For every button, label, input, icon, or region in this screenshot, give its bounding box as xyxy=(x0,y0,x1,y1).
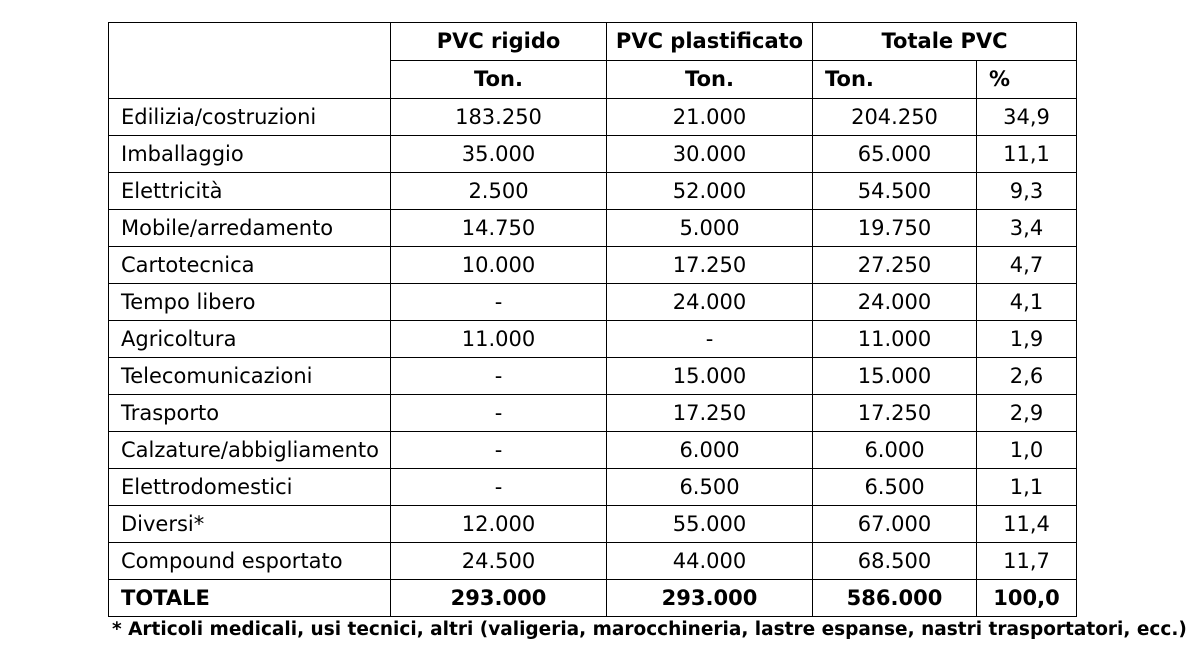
cell-totale-pct: 34,9 xyxy=(977,99,1077,136)
cell-pvc-rigido: - xyxy=(391,284,607,321)
row-label: Cartotecnica xyxy=(109,247,391,284)
cell-totale-pct: 9,3 xyxy=(977,173,1077,210)
row-label: Compound esportato xyxy=(109,543,391,580)
cell-pvc-rigido: 2.500 xyxy=(391,173,607,210)
cell-pvc-rigido: - xyxy=(391,469,607,506)
row-label: Edilizia/costruzioni xyxy=(109,99,391,136)
pvc-usage-table xyxy=(108,22,1077,617)
cell-pvc-rigido: 24.500 xyxy=(391,543,607,580)
cell-totale-ton: 6.500 xyxy=(813,469,977,506)
cell-pvc-plastificato: 24.000 xyxy=(607,284,813,321)
row-label: Agricoltura xyxy=(109,321,391,358)
total-rigido: 293.000 xyxy=(391,580,607,617)
cell-totale-ton: 24.000 xyxy=(813,284,977,321)
cell-pvc-plastificato: 15.000 xyxy=(607,358,813,395)
cell-totale-pct: 3,4 xyxy=(977,210,1077,247)
row-label: Trasporto xyxy=(109,395,391,432)
header-row-1 xyxy=(109,23,1077,61)
row-label: Mobile/arredamento xyxy=(109,210,391,247)
table-row xyxy=(109,358,1077,395)
table-row xyxy=(109,284,1077,321)
table-row xyxy=(109,136,1077,173)
row-label: Calzature/abbigliamento xyxy=(109,432,391,469)
total-plastificato: 293.000 xyxy=(607,580,813,617)
cell-pvc-plastificato: 55.000 xyxy=(607,506,813,543)
cell-pvc-plastificato: 44.000 xyxy=(607,543,813,580)
cell-totale-pct: 1,9 xyxy=(977,321,1077,358)
table-row xyxy=(109,321,1077,358)
row-label: Diversi* xyxy=(109,506,391,543)
unit-ton-totale: Ton. xyxy=(813,61,977,99)
row-label: Tempo libero xyxy=(109,284,391,321)
unit-ton-plastificato: Ton. xyxy=(607,61,813,99)
cell-pvc-rigido: - xyxy=(391,395,607,432)
cell-totale-ton: 15.000 xyxy=(813,358,977,395)
row-label: Telecomunicazioni xyxy=(109,358,391,395)
header-pvc-plastificato: PVC plastificato xyxy=(607,23,813,61)
cell-pvc-plastificato: 21.000 xyxy=(607,99,813,136)
cell-pvc-rigido: - xyxy=(391,358,607,395)
cell-pvc-plastificato: 17.250 xyxy=(607,247,813,284)
header-empty-cell xyxy=(109,23,391,99)
cell-totale-ton: 6.000 xyxy=(813,432,977,469)
cell-pvc-rigido: 14.750 xyxy=(391,210,607,247)
row-label: Elettrodomestici xyxy=(109,469,391,506)
cell-totale-pct: 1,0 xyxy=(977,432,1077,469)
cell-totale-pct: 4,1 xyxy=(977,284,1077,321)
cell-pvc-plastificato: 5.000 xyxy=(607,210,813,247)
cell-totale-ton: 27.250 xyxy=(813,247,977,284)
unit-ton-rigido: Ton. xyxy=(391,61,607,99)
total-label: TOTALE xyxy=(109,580,391,617)
row-label: Elettricità xyxy=(109,173,391,210)
cell-pvc-rigido: 183.250 xyxy=(391,99,607,136)
cell-totale-ton: 54.500 xyxy=(813,173,977,210)
table-row xyxy=(109,432,1077,469)
cell-totale-ton: 67.000 xyxy=(813,506,977,543)
total-row xyxy=(109,580,1077,617)
cell-pvc-plastificato: - xyxy=(607,321,813,358)
row-label: Imballaggio xyxy=(109,136,391,173)
cell-totale-ton: 19.750 xyxy=(813,210,977,247)
cell-pvc-plastificato: 17.250 xyxy=(607,395,813,432)
table-body xyxy=(109,99,1077,580)
header-totale-pvc: Totale PVC xyxy=(813,23,1077,61)
cell-pvc-rigido: 11.000 xyxy=(391,321,607,358)
cell-pvc-rigido: 10.000 xyxy=(391,247,607,284)
cell-pvc-plastificato: 6.000 xyxy=(607,432,813,469)
table-row xyxy=(109,506,1077,543)
cell-totale-pct: 11,7 xyxy=(977,543,1077,580)
table-row xyxy=(109,543,1077,580)
cell-totale-ton: 17.250 xyxy=(813,395,977,432)
footnote: * Articoli medicali, usi tecnici, altri (valigeria, marocchineria, lastre espanse, nastri trasportatori, ecc.) xyxy=(112,619,1187,640)
cell-totale-pct: 11,1 xyxy=(977,136,1077,173)
table-row xyxy=(109,173,1077,210)
unit-percent: % xyxy=(977,61,1077,99)
total-pct: 100,0 xyxy=(977,580,1077,617)
cell-totale-ton: 11.000 xyxy=(813,321,977,358)
table-row xyxy=(109,210,1077,247)
cell-totale-ton: 204.250 xyxy=(813,99,977,136)
cell-totale-ton: 68.500 xyxy=(813,543,977,580)
table-row xyxy=(109,247,1077,284)
cell-totale-ton: 65.000 xyxy=(813,136,977,173)
cell-totale-pct: 2,6 xyxy=(977,358,1077,395)
cell-pvc-rigido: 35.000 xyxy=(391,136,607,173)
cell-pvc-plastificato: 6.500 xyxy=(607,469,813,506)
cell-totale-pct: 2,9 xyxy=(977,395,1077,432)
table-row xyxy=(109,469,1077,506)
table-row xyxy=(109,395,1077,432)
cell-pvc-plastificato: 30.000 xyxy=(607,136,813,173)
cell-pvc-rigido: - xyxy=(391,432,607,469)
cell-pvc-plastificato: 52.000 xyxy=(607,173,813,210)
total-ton: 586.000 xyxy=(813,580,977,617)
header-pvc-rigido: PVC rigido xyxy=(391,23,607,61)
cell-totale-pct: 4,7 xyxy=(977,247,1077,284)
table-row xyxy=(109,99,1077,136)
cell-pvc-rigido: 12.000 xyxy=(391,506,607,543)
cell-totale-pct: 11,4 xyxy=(977,506,1077,543)
cell-totale-pct: 1,1 xyxy=(977,469,1077,506)
